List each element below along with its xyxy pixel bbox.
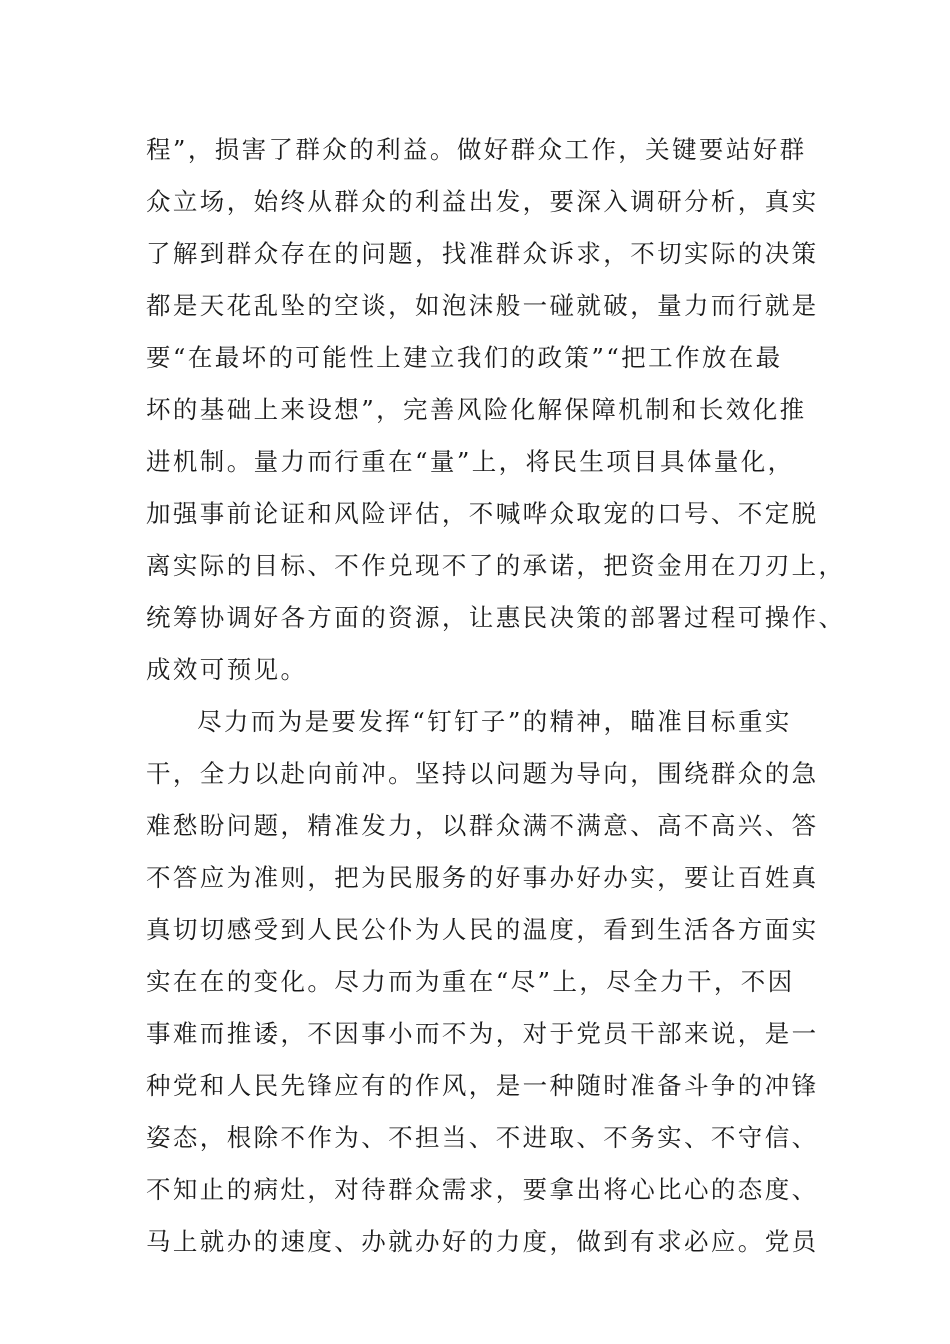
text-line: 了解到群众存在的问题，找准群众诉求，不切实际的决策 [146, 239, 819, 268]
text-line: 坏的基础上来设想”，完善风险化解保障机制和长效化推 [146, 395, 807, 424]
text-line: 姿态，根除不作为、不担当、不进取、不务实、不守信、 [146, 1123, 819, 1152]
text-line: 加强事前论证和风险评估，不喊哗众取宠的口号、不定脱 [146, 499, 819, 528]
text-line: 不答应为准则，把为民服务的好事办好办实，要让百姓真 [146, 863, 819, 892]
text-line: 马上就办的速度、办就办好的力度，做到有求必应。党员 [146, 1227, 819, 1256]
text-line: 干，全力以赴向前冲。坚持以问题为导向，围绕群众的急 [146, 759, 819, 788]
text-line: 进机制。量力而行重在“量”上，将民生项目具体量化， [146, 447, 795, 476]
text-line: 程”，损害了群众的利益。做好群众工作，关键要站好群 [146, 135, 807, 164]
text-line: 离实际的目标、不作兑现不了的承诺，把资金用在刀刃上， [146, 551, 846, 580]
text-line: 实在在的变化。尽力而为重在“尽”上，尽全力干，不因 [146, 967, 795, 996]
text-line: 种党和人民先锋应有的作风，是一种随时准备斗争的冲锋 [146, 1071, 819, 1100]
paragraph-first-line: 尽力而为是要发挥“钉钉子”的精神，瞄准目标重实 [197, 707, 792, 736]
text-line: 不知止的病灶，对待群众需求，要拿出将心比心的态度、 [146, 1175, 819, 1204]
text-line: 难愁盼问题，精准发力，以群众满不满意、高不高兴、答 [146, 811, 819, 840]
text-line: 都是天花乱坠的空谈，如泡沫般一碰就破，量力而行就是 [146, 291, 819, 320]
text-line: 众立场，始终从群众的利益出发，要深入调研分析，真实 [146, 187, 819, 216]
text-line: 事难而推诿，不因事小而不为，对于党员干部来说，是一 [146, 1019, 819, 1048]
text-line: 真切切感受到人民公仆为人民的温度，看到生活各方面实 [146, 915, 819, 944]
text-line: 要“在最坏的可能性上建立我们的政策”“把工作放在最 [146, 343, 783, 372]
text-line: 成效可预见。 [146, 655, 308, 684]
text-line: 统筹协调好各方面的资源，让惠民决策的部署过程可操作、 [146, 603, 846, 632]
